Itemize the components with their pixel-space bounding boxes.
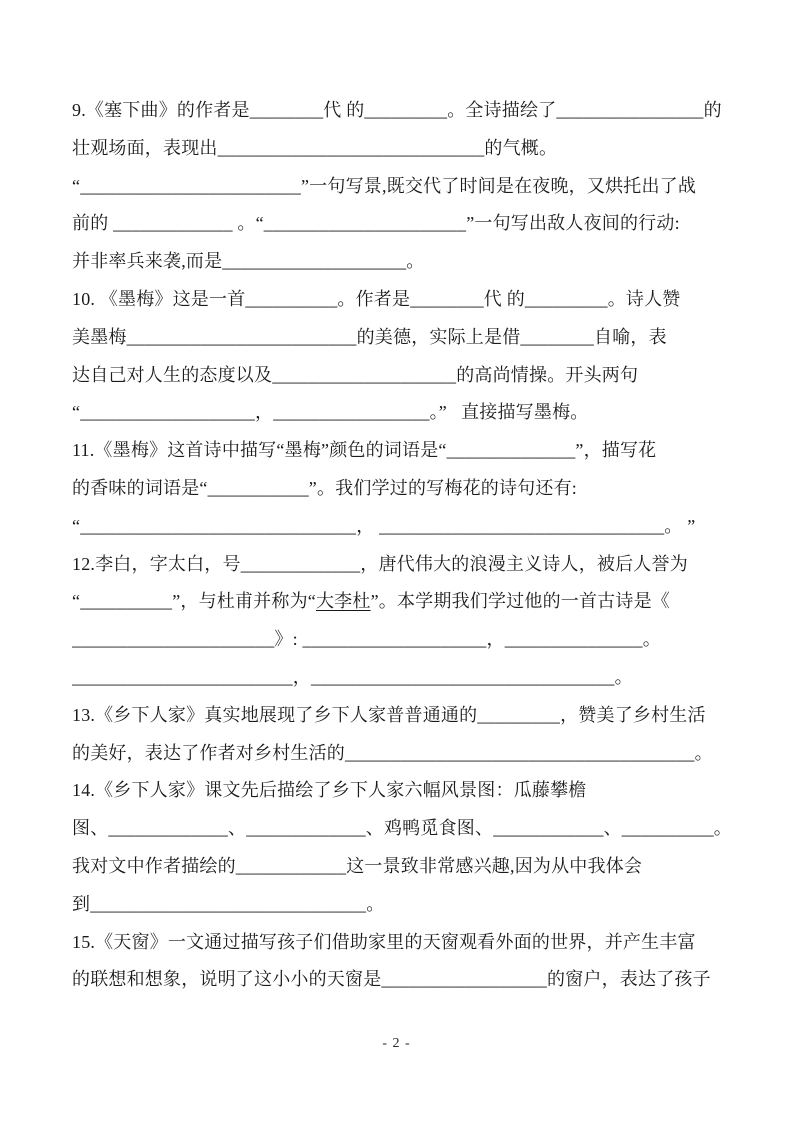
- question-15: [72, 924, 736, 1000]
- question-11-line-2: 的香味的词语是“___________”。我们学过的写梅花的诗句还有:: [72, 477, 577, 498]
- page-number: - 2 -: [382, 1036, 411, 1051]
- question-10-line-2: 美墨梅_________________________的美德，实际上是借________自喻，表: [72, 326, 667, 347]
- question-9-line-4: 前的 _____________ 。“______________________”一句写出敌人夜间的行动:: [72, 213, 680, 234]
- question-13: [72, 697, 736, 773]
- question-10-line-3: 达自己对人生的态度以及____________________的高尚情操。开头两句: [72, 364, 639, 385]
- question-10: [72, 281, 736, 432]
- question-10-line-1: 10. 《墨梅》这是一首__________。作者是________代 的_________。诗人赞: [72, 288, 681, 309]
- question-12: [72, 546, 736, 697]
- question-12-underlined-term: 大李杜: [315, 591, 371, 612]
- question-11-line-3: “______________________________， _______________________________。 ”: [72, 515, 696, 536]
- question-14: [72, 772, 736, 923]
- question-9: [72, 92, 736, 281]
- question-12-line-2: [72, 583, 736, 621]
- question-12-line-2-pre: “__________”，与杜甫并称为“: [72, 591, 316, 612]
- question-9-line-3: “________________________”一句写景,既交代了时间是在夜晚，又烘托出了战: [72, 175, 697, 196]
- question-11-line-1: 11.《墨梅》这首诗中描写“墨梅”颜色的词语是“______________”，描写花: [72, 440, 657, 461]
- worksheet-body: [72, 92, 736, 999]
- question-9-line-1: 9.《塞下曲》的作者是________代 的_________。全诗描绘了________________的: [72, 100, 722, 120]
- question-12-line-4: ________________________，_________________________________。: [72, 666, 633, 687]
- question-9-line-5: 并非率兵来袭,而是____________________。: [72, 251, 425, 272]
- question-14-line-4: 到______________________________。: [72, 893, 385, 914]
- question-12-line-2-post: ”。本学期我们学过他的一首古诗是《: [370, 591, 670, 612]
- question-12-line-1: 12.李白，字太白，号_____________，唐代伟大的浪漫主义诗人，被后人誉为: [72, 553, 688, 574]
- question-10-line-4: “___________________，_________________。” 直接描写墨梅。: [72, 402, 589, 423]
- question-15-line-2: 的联想和想象，说明了这小小的天窗是__________________的窗户，表达了孩子: [72, 969, 711, 990]
- question-15-line-1: 15.《天窗》一文通过描写孩子们借助家里的天窗观看外面的世界，并产生丰富: [72, 931, 696, 952]
- question-13-line-2: 的美好，表达了作者对乡村生活的______________________________________。: [72, 742, 713, 763]
- question-12-line-3: ______________________》: ____________________，_______________。: [72, 629, 661, 650]
- question-9-line-2: 壮观场面，表现出_____________________________的气概。: [72, 137, 558, 158]
- question-13-line-1: 13.《乡下人家》真实地展现了乡下人家普普通通的_________，赞美了乡村生活: [72, 704, 706, 725]
- question-14-line-2: 图、_____________、_____________、鸡鸭觅食图、____________、__________。: [72, 818, 732, 839]
- question-14-line-1: 14.《乡下人家》课文先后描绘了乡下人家六幅风景图：瓜藤攀檐: [72, 780, 587, 801]
- question-14-line-3: 我对文中作者描绘的____________这一景致非常感兴趣,因为从中我体会: [72, 855, 643, 876]
- question-11: [72, 432, 736, 545]
